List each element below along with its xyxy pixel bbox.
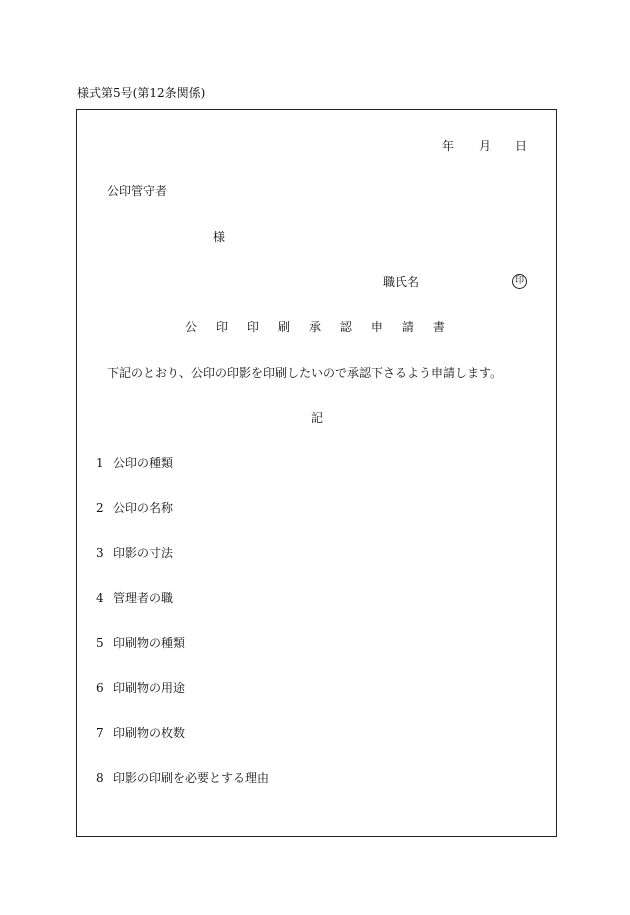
title-char: 申 (370, 320, 383, 334)
item-number: 8 (96, 771, 104, 785)
list-item (96, 771, 269, 785)
document-title (185, 320, 445, 334)
request-statement: 下記のとおり、公印の印影を印刷したいので承認下さるよう申請します。 (107, 366, 503, 380)
item-number: 2 (96, 501, 104, 515)
date-month-label: 月 (479, 139, 492, 153)
title-char: 印 (215, 320, 228, 334)
item-label: 印影の寸法 (113, 546, 174, 560)
honorific-label: 様 (213, 230, 226, 244)
title-char: 公 (185, 320, 198, 334)
item-number: 6 (96, 681, 104, 695)
item-label: 公印の種類 (113, 456, 174, 470)
title-char: 書 (432, 320, 445, 334)
form-number-label: 様式第5号(第12条関係) (77, 86, 206, 100)
list-item (96, 636, 185, 650)
list-item (96, 501, 173, 515)
item-label: 印刷物の枚数 (113, 726, 186, 740)
item-number: 1 (96, 456, 104, 470)
list-item (96, 591, 173, 605)
date-day-label: 日 (515, 139, 528, 153)
item-number: 5 (96, 636, 104, 650)
item-label: 管理者の職 (113, 591, 174, 605)
item-number: 3 (96, 546, 104, 560)
title-char: 承 (308, 320, 321, 334)
addressee-label: 公印管守者 (107, 184, 168, 198)
applicant-name-label: 職氏名 (383, 275, 420, 289)
seal-mark-icon: 印 (512, 274, 527, 289)
title-char: 請 (401, 320, 414, 334)
list-item (96, 681, 185, 695)
title-char: 印 (246, 320, 259, 334)
date-year-label: 年 (442, 139, 455, 153)
item-label: 印刷物の用途 (113, 681, 186, 695)
item-label: 印刷物の種類 (113, 636, 186, 650)
item-label: 印影の印刷を必要とする理由 (113, 771, 270, 785)
item-number: 7 (96, 726, 104, 740)
list-item (96, 546, 173, 560)
ki-heading: 記 (311, 411, 324, 425)
title-char: 刷 (277, 320, 290, 334)
item-label: 公印の名称 (113, 501, 174, 515)
title-char: 認 (339, 320, 352, 334)
list-item (96, 726, 185, 740)
list-item (96, 456, 173, 470)
item-number: 4 (96, 591, 104, 605)
